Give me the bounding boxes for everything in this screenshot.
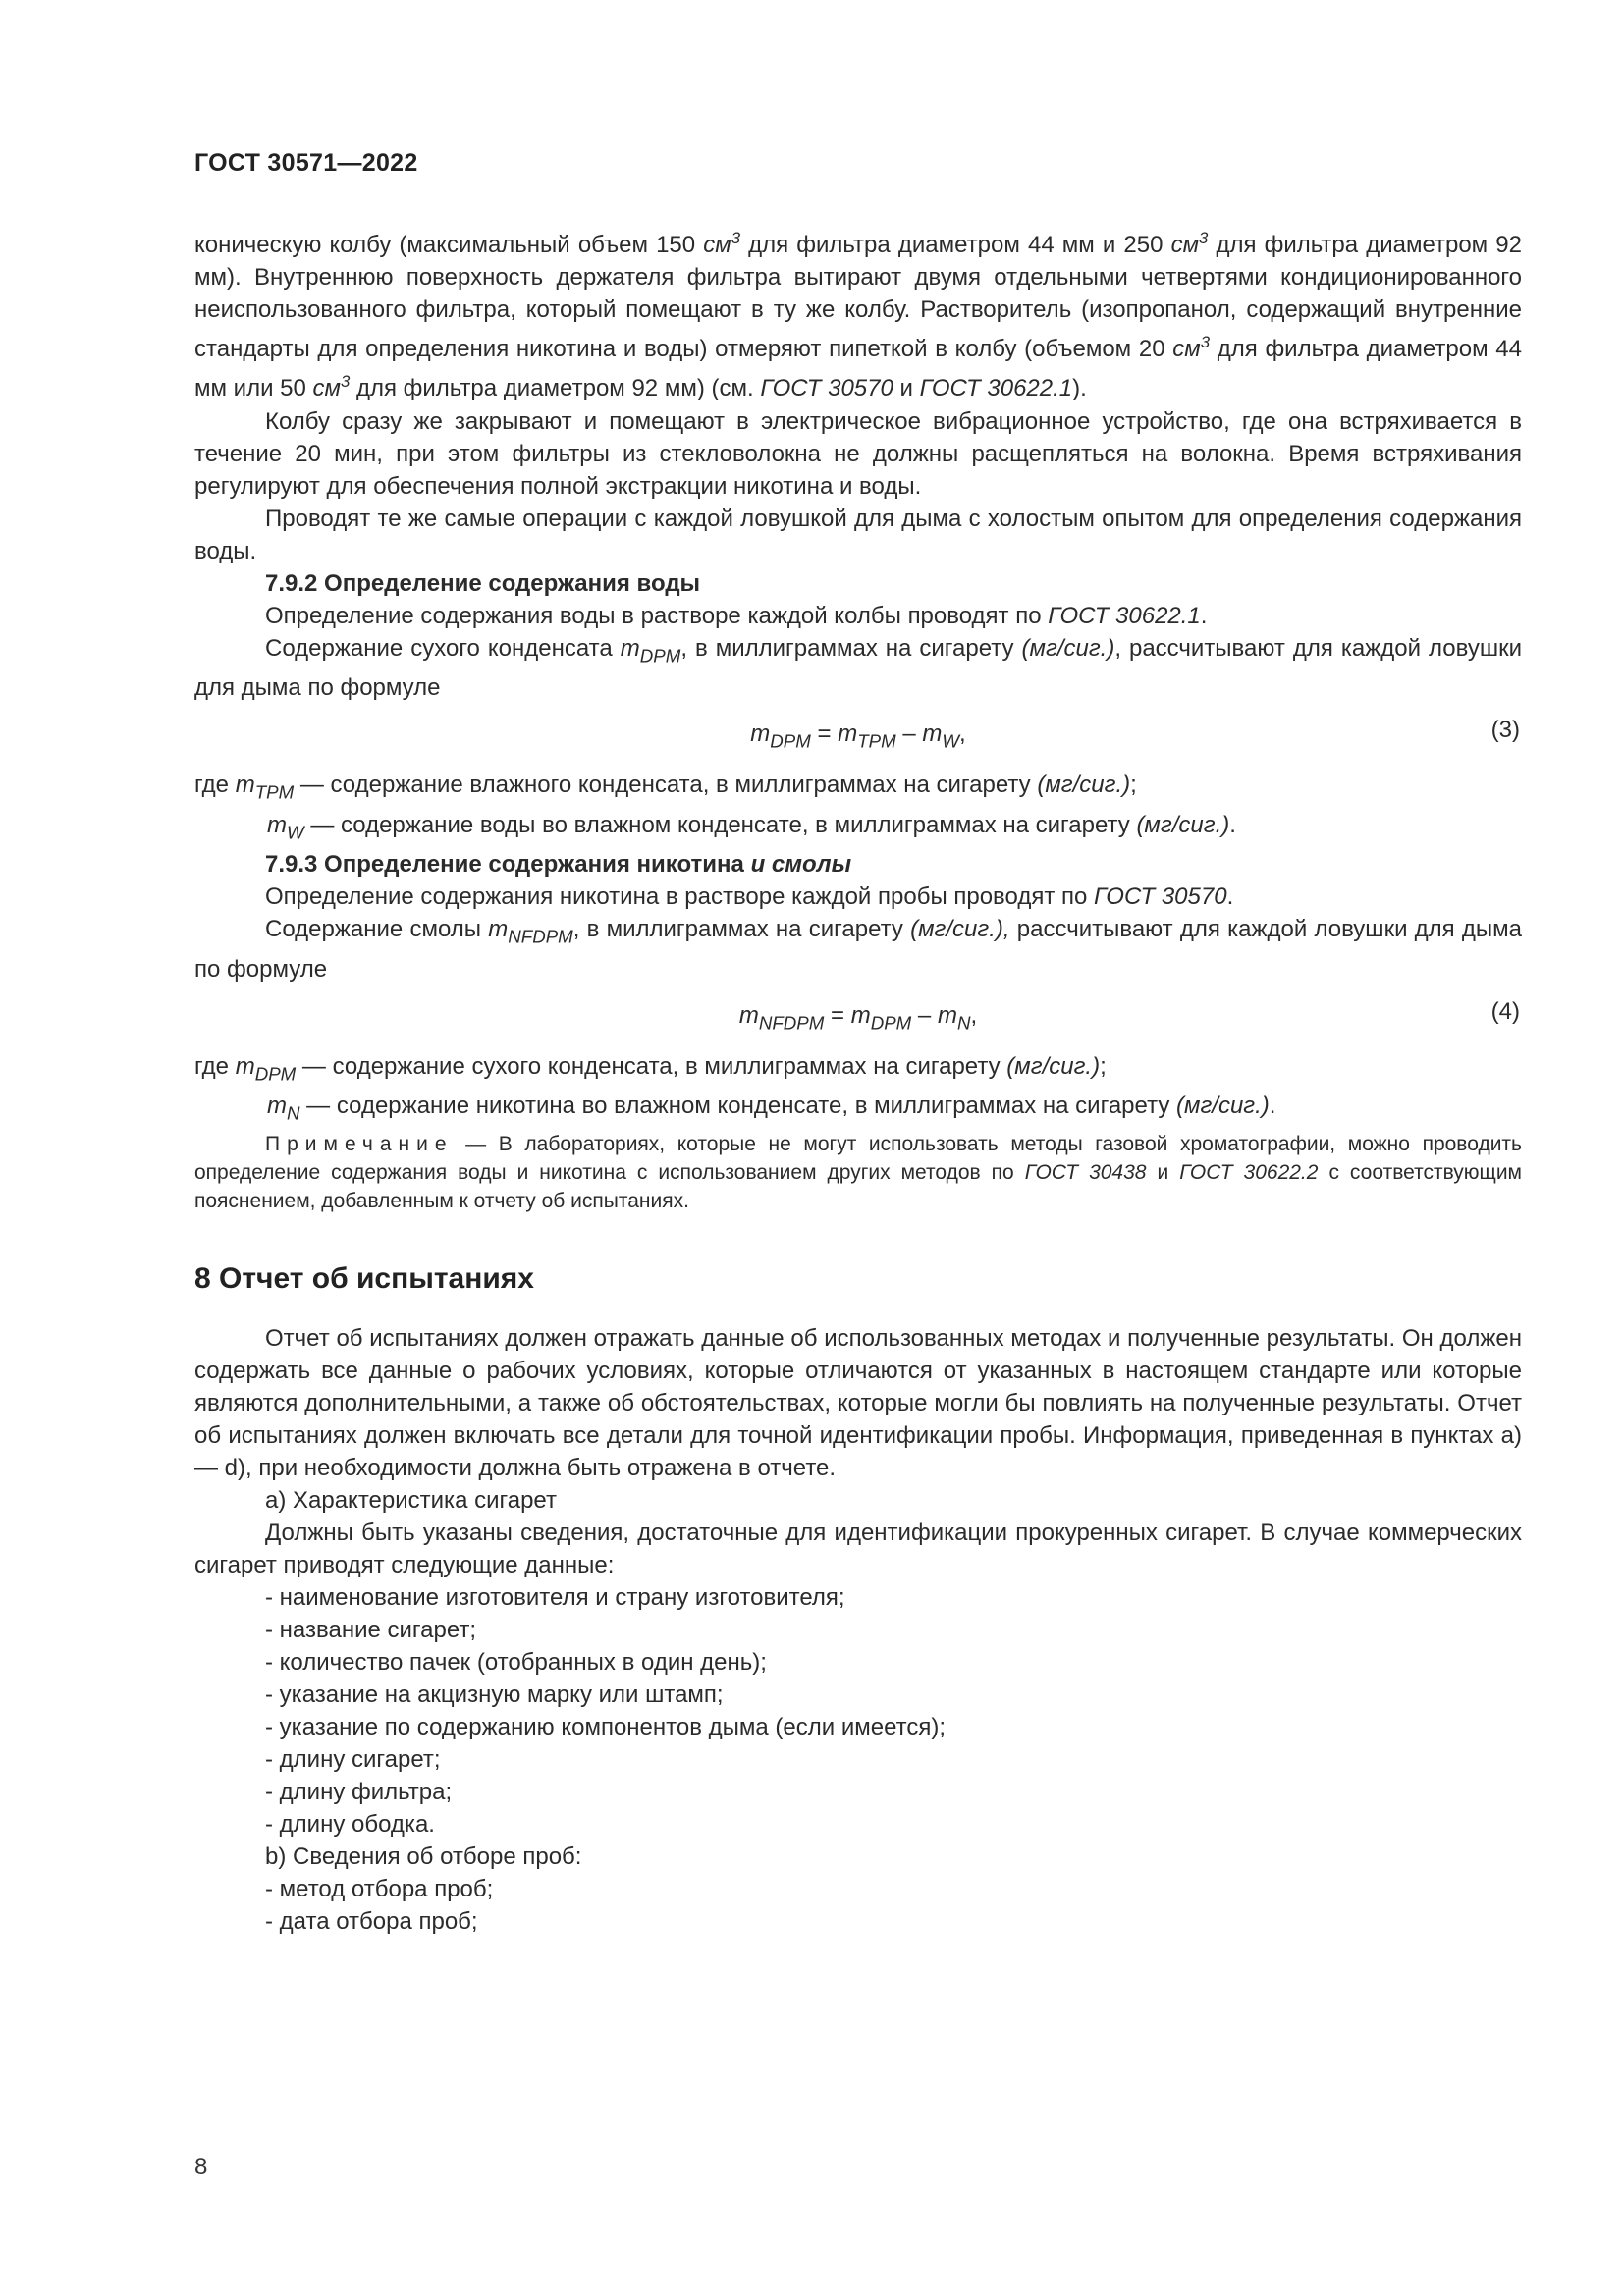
formula-3-row	[194, 704, 1522, 769]
formula-4-number: (4)	[1490, 997, 1520, 1025]
item-a-label: а) Характеристика сигарет	[265, 1486, 557, 1514]
list-item: - метод отбора проб;	[265, 1875, 494, 1902]
paragraph-blank-test: Проводят те же самые операции с каждой ловушкой для дыма с холостым опытом для определения содержания воды.	[194, 505, 1522, 564]
where-line-tpm: где $m_{TPM}$ — содержание влажного конденсата, в миллиграммах на сигарету (мг/сиг.);	[194, 772, 1137, 803]
section-heading-8: 8 Отчет об испытаниях	[194, 1261, 534, 1295]
document-body	[194, 222, 1522, 1938]
formula-4-row	[194, 986, 1522, 1050]
reference-gost-30622-1: ГОСТ 30622.1	[919, 375, 1073, 402]
where-line-w: $m_W$ — содержание воды во влажном конденсате, в миллиграммах на сигарету (мг/сиг.).	[267, 811, 1236, 843]
paragraph-shaking: Колбу сразу же закрывают и помещают в электрическое вибрационное устройство, где она встряхивается в течение 20 мин, при этом фильтры из стекловолокна не должны расщепляться на волокна. Время встряхивания регулируют для обеспечения полной экстракции никотина и воды.	[194, 407, 1522, 500]
list-item: - длину ободка.	[265, 1810, 435, 1838]
note-label: Примечание	[265, 1132, 454, 1155]
list-item: - указание по содержанию компонентов дыма (если имеется);	[265, 1713, 946, 1740]
list-item: - дата отбора проб;	[265, 1907, 478, 1935]
reference-gost-30570: ГОСТ 30570	[760, 375, 893, 402]
page-number: 8	[194, 2154, 208, 2180]
paragraph-tar-content: Содержание смолы $m_{NFDPM}$, в миллиграммах на сигарету (мг/сиг.), рассчитывают для каждой ловушки для дыма по формуле	[194, 916, 1522, 983]
where-line-n: $m_N$ — содержание никотина во влажном конденсате, в миллиграммах на сигарету (мг/сиг.).	[267, 1093, 1276, 1124]
subsection-heading-7-9-2: 7.9.2 Определение содержания воды	[265, 569, 701, 597]
subsection-heading-7-9-3: 7.9.3 Определение содержания никотина и смолы	[265, 851, 852, 879]
paragraph-water-determination: Определение содержания воды в растворе каждой колбы проводят по ГОСТ 30622.1.	[265, 602, 1208, 629]
paragraph-dry-condensate: Содержание сухого конденсата $m_{DPM}$, в миллиграммах на сигарету (мг/сиг.), рассчитывают для каждой ловушки для дыма по формуле	[194, 634, 1523, 702]
note-paragraph: Примечание — В лабораториях, которые не могут использовать методы газовой хроматографии, можно проводить определение содержания воды и никотина с использованием других методов по ГОСТ 30438 и ГОСТ 30622.2 с соответствующим пояснением, добавленным к отчету об испытаниях.	[194, 1132, 1522, 1212]
item-a-text: Должны быть указаны сведения, достаточные для идентификации прокуренных сигарет. В случае коммерческих сигарет приводят следующие данные:	[194, 1519, 1522, 1578]
formula-3-number: (3)	[1490, 717, 1520, 744]
formula-3: $m_{DPM} = m_{TPM} - m_W$,	[750, 721, 966, 752]
paragraph-report-requirements: Отчет об испытаниях должен отражать данные об использованных методах и полученные результаты. Он должен содержать все данные о рабочих условиях, которые отличаются от указанных в настоящем стандарте или которые являются дополнительными, а также об обстоятельствах, которые могли бы повлиять на полученные результаты. Отчет об испытаниях должен включать все детали для точной идентификации пробы. Информация, приведенная в пунктах а) — d), при необходимости должна быть отражена в отчете.	[194, 1324, 1522, 1481]
item-b-label: b) Сведения об отборе проб:	[265, 1842, 582, 1870]
document-header-title: ГОСТ 30571—2022	[194, 149, 418, 177]
list-item: - количество пачек (отобранных в один день);	[265, 1648, 767, 1676]
paragraph-nicotine-determination: Определение содержания никотина в растворе каждой пробы проводят по ГОСТ 30570.	[265, 883, 1234, 911]
list-item: - длину сигарет;	[265, 1745, 441, 1773]
list-item: - название сигарет;	[265, 1616, 477, 1643]
list-item: - наименование изготовителя и страну изготовителя;	[265, 1583, 845, 1611]
paragraph-flask: коническую колбу (максимальный объем 150 $см^3$ для фильтра диаметром 44 мм и 250 $см^3$ для фильтра диаметром 92 мм). Внутреннюю поверхность держателя фильтра вытирают двумя отдельными четвертями кондиционированного неиспользованного фильтра, который помещают в ту же колбу. Растворитель (изопропанол, содержащий внутренние стандарты для определения никотина и воды) отмеряют пипеткой в колбу (объемом 20 $см^3$ для фильтра диаметром 44 мм или 50 $см^3$ для фильтра диаметром 92 мм) (см. ГОСТ 30570 и ГОСТ 30622.1).	[194, 229, 1522, 402]
list-item: - длину фильтра;	[265, 1778, 453, 1805]
formula-4: $m_{NFDPM} = m_{DPM} - m_N$,	[738, 1001, 978, 1034]
where-line-dpm: где $m_{DPM}$ — содержание сухого конденсата, в миллиграммах на сигарету (мг/сиг.);	[194, 1052, 1107, 1085]
list-item: - указание на акцизную марку или штамп;	[265, 1681, 724, 1708]
